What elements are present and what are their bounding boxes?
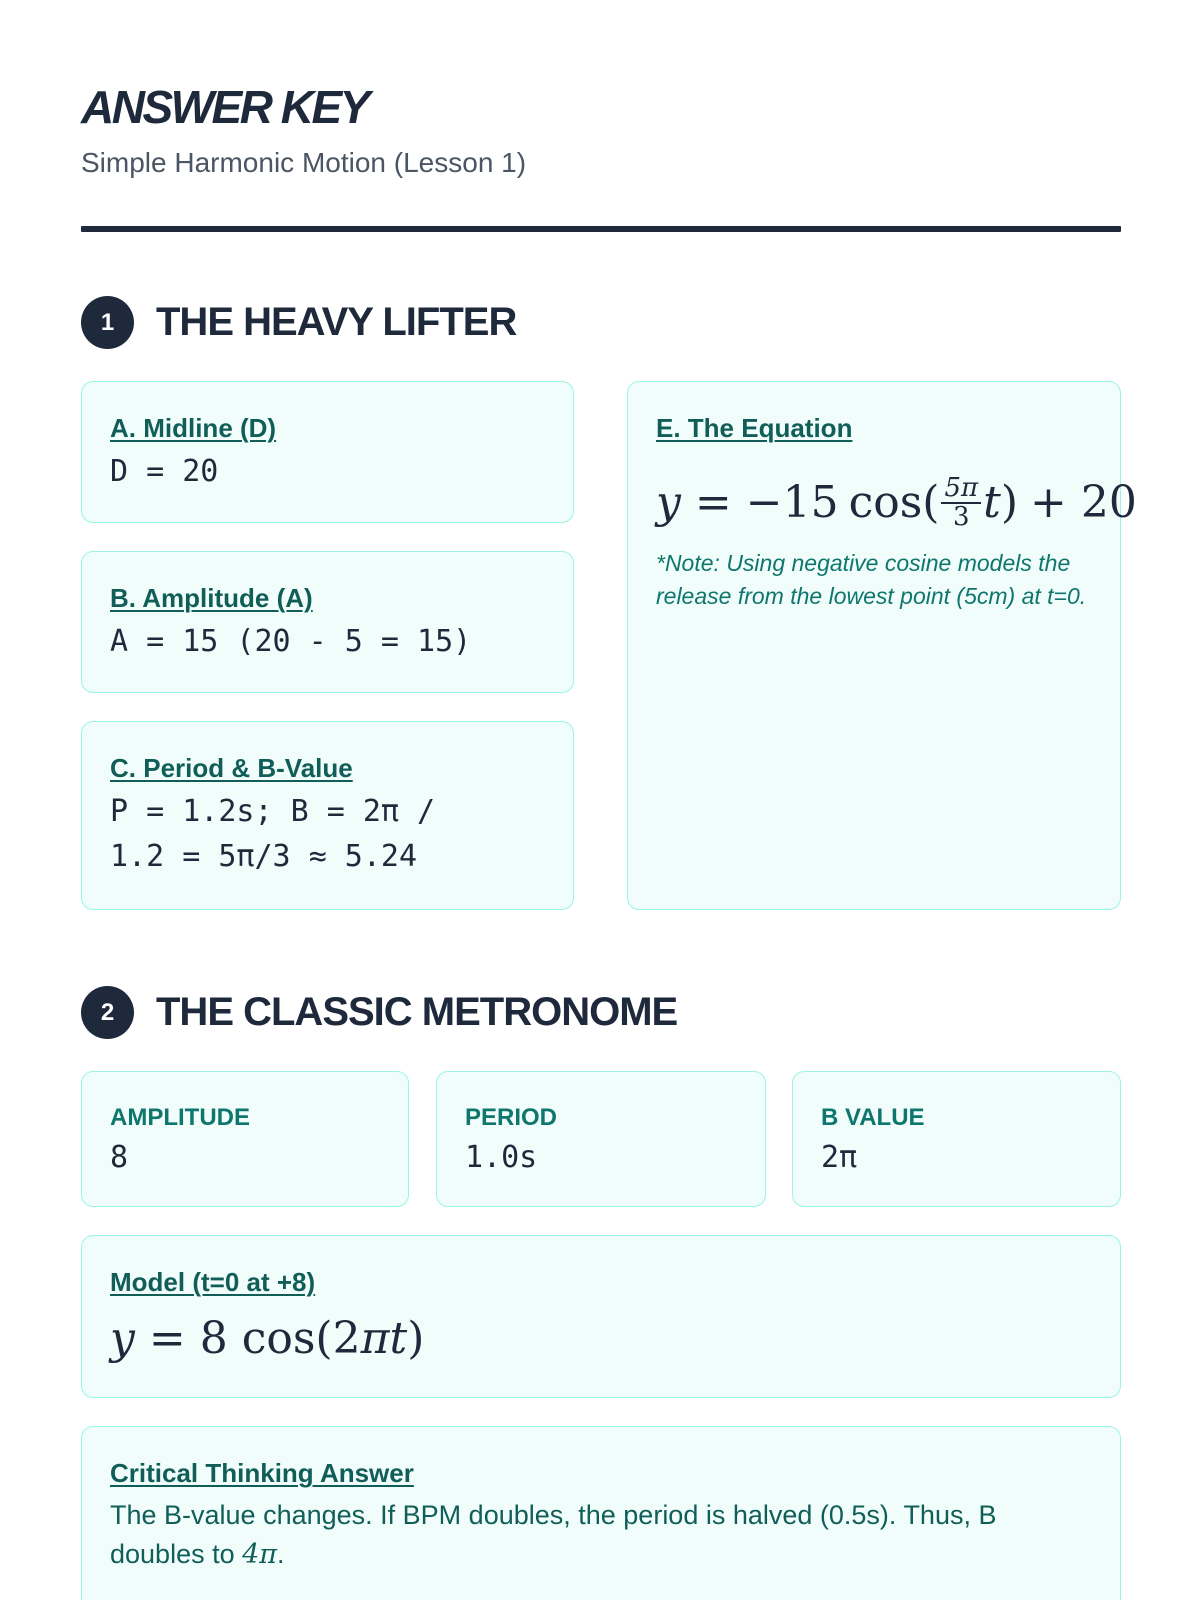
period-stat-label: PERIOD [465,1104,558,1131]
b-value-stat-value: 2π [821,1140,858,1175]
page-subtitle: Simple Harmonic Motion (Lesson 1) [81,147,527,178]
section-1-header [81,296,516,349]
amplitude-stat-card [81,1071,409,1207]
critical-thinking-label: Critical Thinking Answer [110,1458,414,1488]
equation-card [627,381,1137,910]
period-value-line-2: 1.2 = 5π/3 ≈ 5.24 [110,838,418,874]
critical-thinking-text [110,1496,1092,1576]
midline-card [81,381,574,523]
equation-close-paren: ) [1000,477,1018,529]
fraction-denominator: 3 [953,501,970,532]
model-variable: t [389,1312,408,1364]
header-divider [81,226,1121,232]
equation-label: E. The Equation [656,413,853,443]
period-label: C. Period & B-Value [110,753,353,783]
period-stat-value: 1.0s [465,1140,538,1175]
amplitude-stat-value: 8 [110,1140,129,1175]
equation-constant: + 20 [1029,477,1137,529]
amplitude-label: B. Amplitude (A) [110,583,313,613]
section-2-title: THE CLASSIC METRONOME [156,990,678,1034]
section-2-header [81,986,677,1039]
critical-thinking-end: . [277,1539,285,1570]
b-value-stat-label: B VALUE [821,1104,925,1131]
period-stat-card [436,1071,766,1207]
section-2-number-badge: 2 [81,986,134,1039]
amplitude-stat-label: AMPLITUDE [110,1104,250,1131]
equation-lhs: y [656,477,681,529]
equation-coefficient: −15 [745,477,839,529]
model-card [81,1235,1121,1398]
section-1-number-badge: 1 [81,296,134,349]
critical-thinking-card [81,1426,1121,1600]
critical-thinking-body: The B-value changes. If BPM doubles, the period is halved (0.5s). Thus, B doubles to [110,1499,997,1570]
page-title: ANSWER KEY [81,81,368,133]
equation-variable: t [983,477,1001,529]
equation-cos: cos( [848,477,940,529]
section-1-title: THE HEAVY LIFTER [156,300,517,344]
model-lhs: y [110,1312,135,1364]
b-value-stat-card [792,1071,1121,1207]
amplitude-card [81,551,574,693]
fraction-numerator: 5π [941,475,981,504]
model-pi: π [360,1312,390,1364]
critical-thinking-math: 4π [242,1539,278,1571]
equation-equals: = [694,477,732,529]
model-label: Model (t=0 at +8) [110,1267,316,1297]
model-formula [110,1313,1092,1364]
amplitude-value: A = 15 (20 - 5 = 15) [110,623,472,659]
midline-value: D = 20 [110,453,219,489]
equation-fraction [941,472,981,532]
equation-formula [656,472,1137,532]
model-rhs: = 8 cos(2 [148,1312,361,1364]
midline-label: A. Midline (D) [110,413,277,443]
period-value-line-1: P = 1.2s; B = 2π / [110,793,436,829]
model-close-paren: ) [407,1312,425,1364]
period-card [81,721,574,910]
equation-note: *Note: Using negative cosine models the release from the lowest point (5cm) at t=0. [656,550,1087,610]
